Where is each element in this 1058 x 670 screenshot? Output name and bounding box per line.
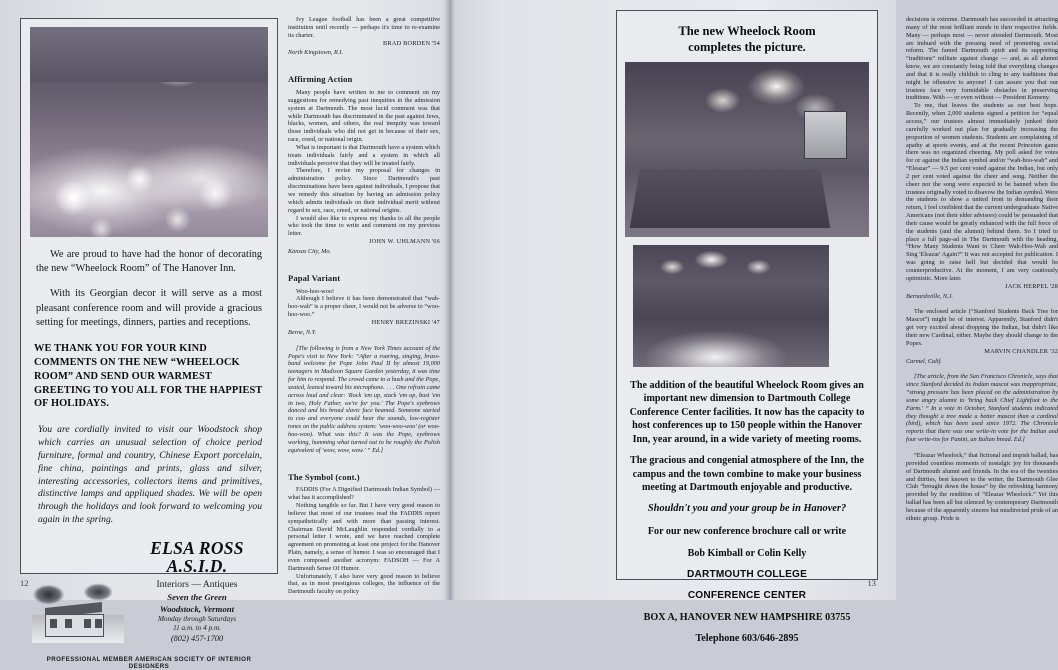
letter-signature: JOHN W. UHLMANN '66	[368, 238, 440, 246]
editor-note: [The following is from a New York Times account of the Pope's visit to New York: “After a roaring, singing, brass-band welcome for Pope John Paul II by almost 19,000 teenagers in Madison Square Garden yesterday, it was time for him to respond. The crowd came to a hush and the Pope, seated, leaned toward his microphone. . . . One refrain came across loud and clear: 'Rock 'em up, stack 'em up, bust 'em in two, Holy Father, we're for you.' The Pope's eyebrows danced and his broad slavic face beamed. Someone started to coo and everyone could hear the sounds, low-register tones on the public address system: 'woo-woo-woo' (or woo-hoo-woo). What was this? It was the Pope, eyebrows working, humming what turned out to be roughly the Polish equivalent of 'wow, wow, wow.' ” Ed.]	[288, 344, 440, 454]
brand-phone: (802) 457-1700	[170, 633, 224, 643]
elsa-ross-logo-row	[32, 539, 266, 643]
right-ad-paragraph-1: The addition of the beautiful Wheelock Room gives an important new dimension to Dartmouth College Conference Center facilities. It now has the capacity to host conferences up to 150 people within the Hanover Inn, year around, in a wide variety of meeting rooms.	[629, 380, 865, 445]
letter-location: Bernardsville, N.J.	[906, 292, 953, 300]
ad-bold-greeting: WE THANK YOU FOR YOUR KIND COMMENTS ON THE NEW “WHEELOCK ROOM” AND SEND OUR WARMEST GREETING TO YOU ALL FOR THE HAPPIEST OF HOLIDAYS.	[34, 343, 263, 410]
right-page	[448, 0, 1058, 645]
letter-location: North Kingstown, R.I.	[288, 49, 344, 57]
org-address-line-2: Telephone 603/646-2895	[695, 633, 799, 645]
letter-paragraph: “Eleazar Wheelock,” that fictional and impish ballad, has provided countless moments of nostalgic joy for thousands of Dartmouth alumni and friends. In the era of the twenties and thirties, best known to the writer, the Dartmouth Glee Club “brought down the house” by the refreshing harmony provided by the rendition of “Eleazar Wheelock.” Yet this ballad has been all but silenced by contemporary Dartmouth because of the apparently sincere but misdirected pride of an ethnic group. Pride is	[906, 451, 1058, 522]
right-ad-headline-line-2: completes the picture.	[688, 39, 806, 54]
folio-right: 13	[867, 578, 876, 588]
right-ad-body	[625, 379, 869, 654]
letter-location: Kansas City, Mo.	[288, 247, 332, 255]
letter-paragraph: Although I believe it has been demonstrated that “wah-hoo-wah” is a proper cheer, I would not be adverse to “woo-hoo-woo.”	[288, 295, 440, 319]
letter-paragraph: Therefore, I revise my proposal for changes in administration policy. Since Dartmouth's past discriminations have been against individuals, I propose that we remedy this situation by having an admission policy which admits individuals on their individual merit without regard to sex, race, creed, or national origins.	[288, 167, 440, 214]
org-name-line-1: DARTMOUTH COLLEGE	[686, 569, 808, 581]
wheelock-room-banquet-photo	[30, 27, 268, 237]
letter-heading: Affirming Action	[288, 74, 353, 85]
ad-footer-membership: PROFESSIONAL MEMBER AMERICAN SOCIETY OF INTERIOR DESIGNERS	[46, 655, 252, 670]
brand-hours-line-1: Monday through Saturdays	[157, 614, 237, 623]
wheelock-room-banquet-crowd-photo	[631, 243, 831, 369]
left-page	[0, 0, 448, 670]
brand-subtitle: Interiors — Antiques	[156, 578, 238, 590]
right-ad-question: Shouldn't you and your group be in Hanover?	[647, 503, 847, 515]
block-spacer	[288, 337, 440, 345]
letter-paragraph: Many people have written to me to comment on my suggestions for remedying past inequities in the admission system at Dartmouth. The most lucid comment was that while Dartmouth has discriminated in the past against Jews, blacks, women, and others, the real inequity was toward those individuals who did not get in because of their sex, race, creed, or national origin.	[288, 89, 440, 144]
ad-paragraph-2: With its Georgian decor it will serve as a most pleasant conference room and will provide a gracious setting for meetings, dinners, parties and receptions.	[36, 288, 262, 328]
letter-heading: Papal Variant	[288, 272, 341, 283]
block-spacer	[906, 300, 1058, 308]
letter-location: Berne, N.Y.	[288, 328, 317, 336]
brand-block	[128, 539, 266, 643]
block-spacer	[288, 455, 440, 463]
block-spacer	[906, 365, 1058, 373]
block-spacer	[906, 444, 1058, 452]
letter-paragraph: I would also like to express my thanks to all the people who took the time to write and comment on my previous letter.	[288, 214, 440, 238]
folio-left: 12	[20, 578, 29, 588]
block-spacer	[288, 256, 440, 264]
letter-paragraph: What is important is that Dartmouth have a system which treats individuals fairly and a system in which all individuals perceive that they will be treated fairly.	[288, 143, 440, 167]
right-ad-headline	[625, 24, 869, 55]
letter-location: Carmel, Calif.	[906, 357, 942, 365]
text-column-3	[906, 16, 1058, 523]
wheelock-room-conference-table-photo	[625, 62, 869, 237]
right-ad-call-line-2: Bob Kimball or Colin Kelly	[687, 547, 807, 559]
right-ad-headline-line-1: The new Wheelock Room	[678, 24, 816, 38]
brand-hours-line-2: 11 a.m. to 4 p.m.	[173, 623, 221, 632]
text-column-2	[288, 16, 440, 596]
brand-address-line-2: Woodstock, Vermont	[159, 603, 235, 614]
ad-italic-invitation: You are cordially invited to visit our Woodstock shop which carries an unusual selection of choice period furniture, formal and country, Chinese Export porcelain, fine china, paintings and prints, glass and silver, interesting accessories, collectors items and primitives, distinctive lamps and appliqued shades. We will be open through the holidays and look forward to welcoming you again in the spring.	[38, 424, 262, 526]
house-sketch-icon	[32, 581, 124, 643]
org-address-line-1: BOX A, HANOVER NEW HAMPSHIRE 03755	[643, 611, 851, 623]
letter-signature: MARVIN CHANDLER '32	[984, 347, 1058, 355]
letter-paragraph: To me, that leaves the students as our best hope. Recently, when 2,000 students signed a petition for “equal access,” our trustees almost immediately junked their carefully worked out plan for gradually increasing the proportion of women students. Students are complaining of apathy at sports events, and at the recent Princeton game there was no organized cheering. My poll asked for votes for or against the Indian symbol and/or “wah-hoo-wah” and “Eleazar” — 9.5 per cent voted against the Indian, but only 2 per cent voted against the cheer and song. Neither the cheer nor the song were expected to be banned when the trustees originally voted to disavow the Indian symbol. Were the students to show a united front in demanding their return, I feel confident that the current undergraduate Native Americans (not their elder advisors) could be persuaded that their cause would be greatly enhanced with the full force of the students (and the alumni) behind them. So I tried to place a full page-ad in The Dartmouth with the heading, “How Many Students Want to Cheer Wah-Hoo-Wah and Sing 'Eleazar' Again?” It was not accepted for publication. I was going to raise hell but decided that would be counterproductive. At the moment, I am very cautiously optimistic. More later.	[906, 102, 1058, 282]
letter-paragraph: FADDIS (For A Dignified Dartmouth Indian Symbol) — what has it accomplished?	[288, 486, 440, 502]
letter-paragraph: Woo-hoo-woo!	[296, 287, 335, 295]
letter-paragraph: Ivy League football has been a great competitive institution until recently — perhaps it's time to re-examine its charter.	[288, 16, 440, 39]
ad-paragraph-1: We are proud to have had the honor of decorating the new “Wheelock Room” of The Hanover Inn.	[36, 249, 262, 275]
right-ad-call-line-1: For our new conference brochure call or write	[647, 526, 847, 538]
letter-paragraph: Unfortunately, I also have very good reason to believe that, as in most prestigious colleges, the influence of the Dartmouth faculty on policy	[288, 572, 440, 596]
letter-signature: BRAD BORDEN '54	[383, 39, 440, 47]
letter-signature: JACK HERPEL '28	[1005, 282, 1058, 290]
block-spacer	[288, 57, 440, 65]
brand-address-line-1: Seven the Green	[167, 591, 227, 602]
brand-name: ELSA ROSS A.S.I.D.	[150, 537, 244, 577]
org-name-line-2: CONFERENCE CENTER	[687, 590, 807, 602]
letter-heading: The Symbol (cont.)	[288, 471, 360, 482]
letter-paragraph: The enclosed article (“Stanford Students Back Tree for Mascot”) might be of interest. Apparently, Stanford didn't get very excited about dropping the Indian, but didn't like their new Cardinal, either. Maybe they should change to the Popes.	[906, 308, 1058, 347]
right-ad-paragraph-2: The gracious and congenial atmosphere of the Inn, the campus and the town combine to make your business meeting at Dartmouth enjoyable and productive.	[630, 455, 864, 493]
letter-paragraph: Nothing tangible so far. But I have very good reason to believe that most of our trustees read the FADDIS report sympathetically and with more than passing interest. Chairman David McLaughlin responded cordially to a personal letter I wrote, and we have reached complete agreement on promoting at least one project for the Hanover Plain, namely, a sense of humor. I was so encouraged that I even composed another acronym: FADSOH — For A Dartmouth Sense Of Humor.	[288, 501, 440, 572]
letter-signature: HENRY BREZINSKI '47	[371, 318, 440, 326]
editor-note: [The article, from the San Francisco Chronicle, says that since Stanford decided its Indian mascot was inappropriate, “strong pressure has been placed on the administration by some angry alumni to 'bring back Chief Lightfoot to the Farm.' ” In a vote in October, Stanford students indicated they thought a tree made a better mascot than a cardinal (bird), which has been used since 1972. The Chronicle reports that there was one write-in vote for the Indian and four write-ins for Panini, an Italian bread. Ed.]	[906, 373, 1058, 444]
letter-paragraph: decisions is extreme. Dartmouth has succeeded in attracting many of the most brilliant minds in their respective fields. Many — perhaps most — never attended Dartmouth. Most are imbued with the pressing need of promoting social reform. The famed Dartmouth spirit and its supporting “traditions” militate against change — and, as all alumni know, we are constantly being told that everything changes and that it is really childish to cling to any traditions that might be offensive to anyone! I can assure you that our trustees face very formidable obstacles in preserving traditions. With — or even without — President Kemeny.	[906, 16, 1058, 102]
